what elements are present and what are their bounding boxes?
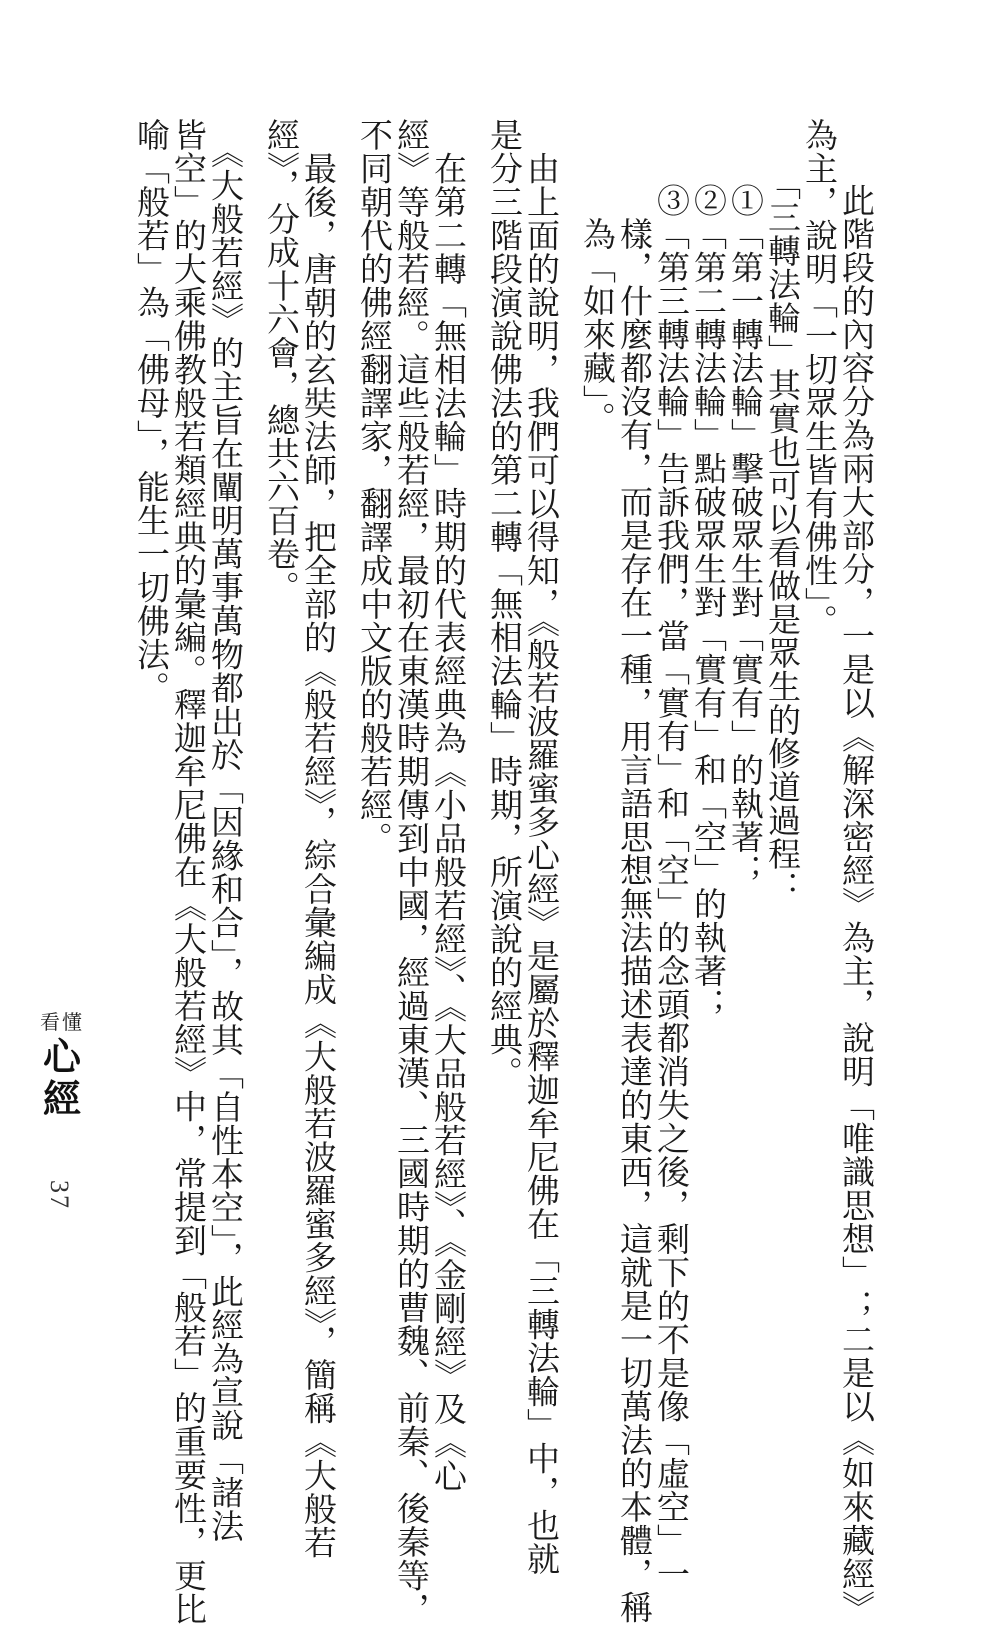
text-column: 皆空」的大乘佛教般若類經典的彙編。釋迦牟尼佛在《大般若經》中，常提到「般若」的重要性，更比 <box>169 118 208 1626</box>
text-column: 「三轉法輪」其實也可以看做是眾生的修道過程： <box>763 150 802 904</box>
text-column: 經》，分成十六會，總共六百卷。 <box>262 118 301 604</box>
text-column: 在第二轉「無相法輪」時期的代表經典為《小品般若經》、《大品般若經》、《金剛經》及《心 <box>429 118 468 1493</box>
text-column: 是分三階段演說佛法的第二轉「無相法輪」時期，所演說的經典。 <box>485 118 524 1090</box>
text-column: 喻「般若」為「佛母」，能生一切佛法。 <box>132 118 171 705</box>
text-column: 經》等般若經。這些般若經，最初在東漢時期傳到中國，經過東漢、三國時期的曹魏、前秦、後秦等， <box>392 118 431 1626</box>
book-title-large: 心經 <box>42 1034 81 1121</box>
text-column: 為主，說明「一切眾生皆有佛性」。 <box>800 118 839 638</box>
page-number: 37 <box>45 1180 74 1210</box>
text-column: 此階段的內容分為兩大部分，一是以《解深密經》為主，說明「唯識思想」；二是以《如來藏經》 <box>837 150 876 1624</box>
book-title-small: 看懂 <box>40 1010 84 1034</box>
text-column: 最後，唐朝的玄奘法師，把全部的《般若經》，綜合彙編成《大般若波羅蜜多經》，簡稱《大般若 <box>299 118 338 1559</box>
book-title <box>32 1010 92 1120</box>
text-column: 為「如來藏」。 <box>578 150 617 435</box>
text-column: ③「第三轉法輪」告訴我們，當「實有」和「空」的念頭都消失之後，剩下的不是像「虛空」一 <box>652 150 691 1591</box>
text-column: 由上面的說明，我們可以得知，《般若波羅蜜多心經》是屬於釋迦牟尼佛在「三轉法輪」中，也就 <box>522 118 561 1576</box>
text-column: 《大般若經》的主旨在闡明萬事萬物都出於「因緣和合」，故其「自性本空」，此經為宣說「諸法 <box>206 118 245 1543</box>
text-column: 樣，什麼都沒有，而是存在一種，用言語思想無法描述表達的東西，這就是一切萬法的本體，稱 <box>615 150 654 1624</box>
text-column: ①「第一轉法輪」擊破眾生對「實有」的執著； <box>726 150 765 887</box>
text-column: 不同朝代的佛經翻譯家，翻譯成中文版的般若經。 <box>355 118 394 855</box>
text-column: ②「第二轉法輪」點破眾生對「實有」和「空」的執著； <box>689 150 728 1021</box>
